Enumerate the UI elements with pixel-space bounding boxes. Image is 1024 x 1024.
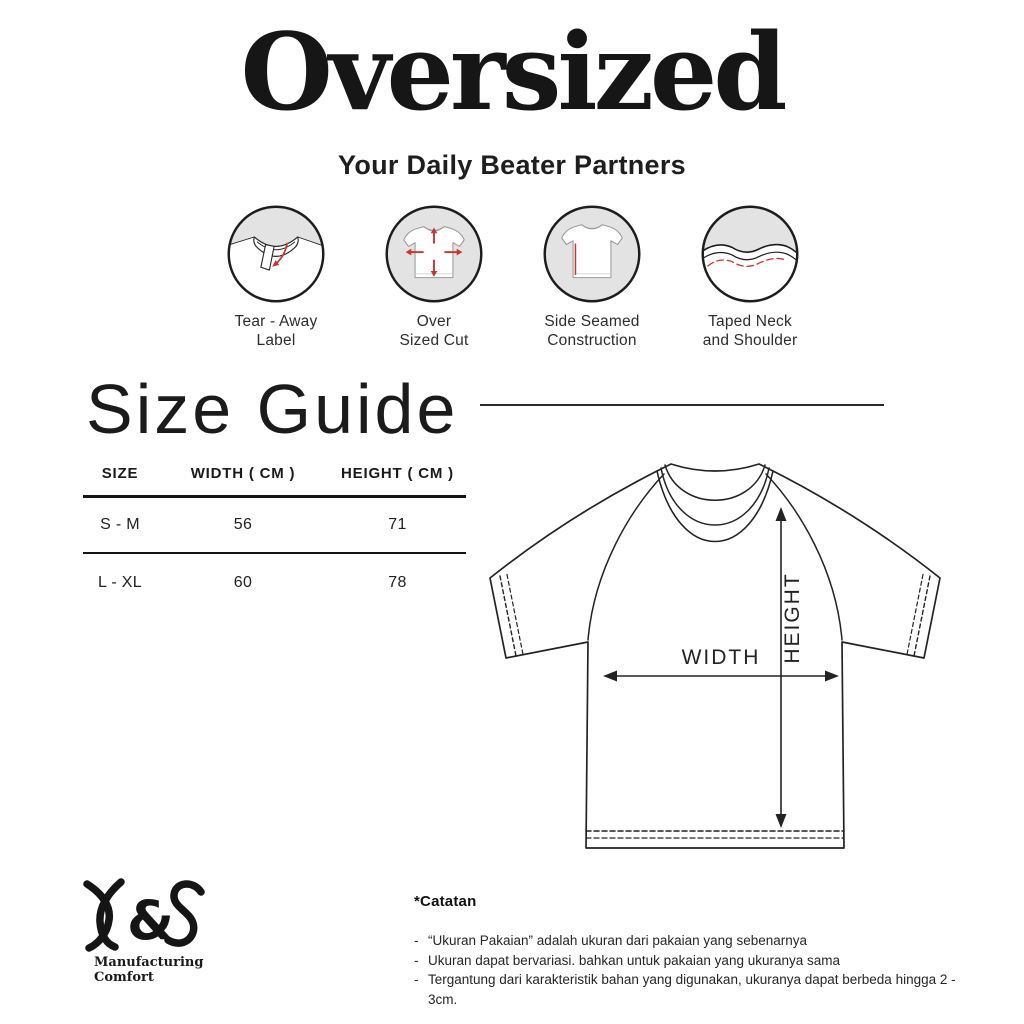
logo-ampersand: &: [127, 889, 175, 952]
feature-tear-away-label: [197, 202, 355, 351]
feature-oversized-cut: [355, 202, 513, 351]
height-value: 71: [388, 516, 407, 533]
size-value: L - XL: [98, 573, 142, 591]
feature-taped-neck: [671, 202, 829, 351]
notes-list: [414, 931, 974, 1009]
height-value: 78: [388, 573, 407, 591]
table-row: [83, 554, 466, 611]
width-value: 60: [233, 573, 253, 591]
taped-neck-icon: [698, 202, 802, 306]
width-dimension-label: WIDTH: [681, 646, 761, 669]
tshirt-diagram-drawing: [478, 450, 948, 880]
feature-side-seamed: [513, 202, 671, 351]
column-header-size: SIZE: [101, 465, 139, 482]
column-header-width: WIDTH ( CM ): [190, 465, 296, 482]
tshirt-measurement-diagram: [478, 450, 948, 880]
feature-label: Taped Neck and Shoulder: [702, 313, 798, 349]
size-guide-heading: Size Guide: [86, 370, 459, 448]
column-header-height: HEIGHT ( CM ): [341, 465, 454, 482]
table-row: [83, 498, 466, 554]
tear-away-label-icon: [224, 202, 328, 306]
feature-row: [197, 202, 829, 351]
side-seamed-icon: [540, 202, 644, 306]
brand-logo: [80, 878, 250, 985]
height-dimension-label: HEIGHT: [781, 572, 804, 664]
size-table: [83, 452, 466, 611]
width-value: 56: [233, 516, 253, 533]
feature-label: Side Seamed Construction: [544, 313, 640, 349]
feature-label: Over Sized Cut: [399, 313, 469, 349]
note-item: - “Ukuran Pakaian” adalah ukuran dari pakaian yang sebenarnya: [414, 933, 807, 948]
feature-label: Tear - Away Label: [234, 313, 318, 349]
heading-rule: [480, 404, 884, 406]
page-subtitle: Your Daily Beater Partners: [338, 150, 686, 180]
notes-section: [414, 893, 974, 1009]
size-value: S - M: [100, 516, 140, 533]
note-item: - Tergantung dari karakteristik bahan yang digunakan, ukuranya dapat berbeda hingga 2 - 3cm.: [414, 972, 956, 1007]
note-item: - Ukuran dapat bervariasi. bahkan untuk pakaian yang ukuranya sama: [414, 952, 841, 968]
logo-tagline: Manufacturing Comfort: [94, 955, 204, 985]
size-table-header: [83, 452, 466, 498]
page-title: Oversized: [240, 9, 784, 134]
oversized-cut-icon: [382, 202, 486, 306]
ys-logo-icon: [80, 878, 214, 952]
notes-title: *Catatan: [414, 893, 477, 910]
